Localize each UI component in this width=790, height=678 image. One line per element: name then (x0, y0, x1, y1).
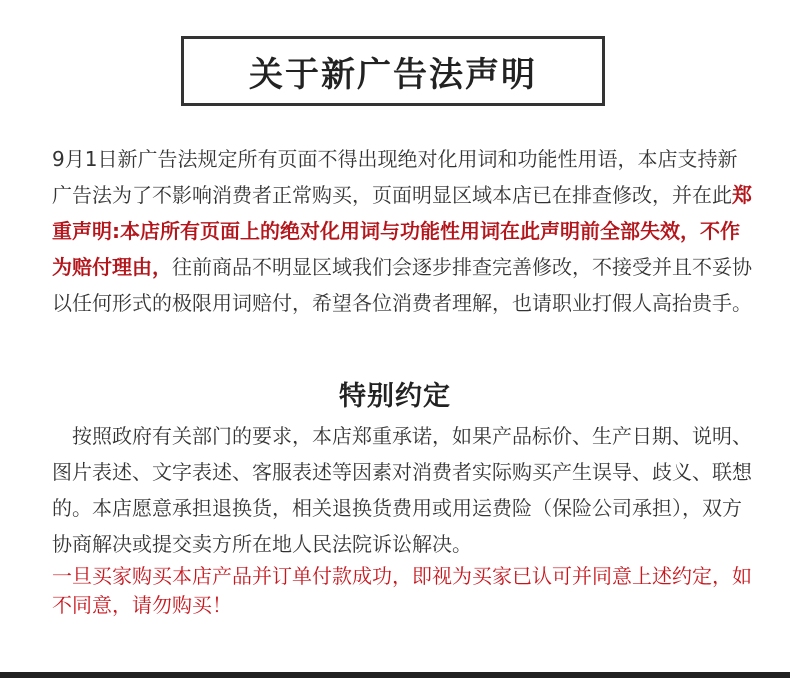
page-title: 关于新广告法声明 (249, 54, 537, 95)
special-body: 按照政府有关部门的要求，本店郑重承诺，如果产品标价、生产日期、说明、图片表述、文字表述、客服表述等因素对消费者实际购买产生误导、歧义、联想的。本店愿意承担退换货，相关退换货费用或用运费险（保险公司承担），双方协商解决或提交卖方所在地人民法院诉讼解决。 (52, 424, 752, 556)
statement-text-before: 9月1日新广告法规定所有页面不得出现绝对化用词和功能性用语，本店支持新广告法为了不影响消费者正常购买，页面明显区域本店已在排查修改，并在此 (52, 147, 738, 207)
statement-text-after: 往前商品不明显区域我们会逐步排查完善修改，不接受并且不妥协以任何形式的极限用词赔付，希望各位消费者理解，也请职业打假人高抬贵手。 (52, 255, 752, 315)
title-box (181, 36, 605, 106)
special-heading: 特别约定 (339, 381, 451, 412)
bottom-divider (0, 672, 790, 678)
statement-paragraph (52, 141, 752, 321)
special-warning: 一旦买家购买本店产品并订单付款成功，即视为买家已认可并同意上述约定，如不同意，请勿购买！ (52, 564, 752, 617)
statement-highlight: 郑重声明:本店所有页面上的绝对化用词与功能性用词在此声明前全部失效，不作为赔付理由， (52, 183, 752, 279)
